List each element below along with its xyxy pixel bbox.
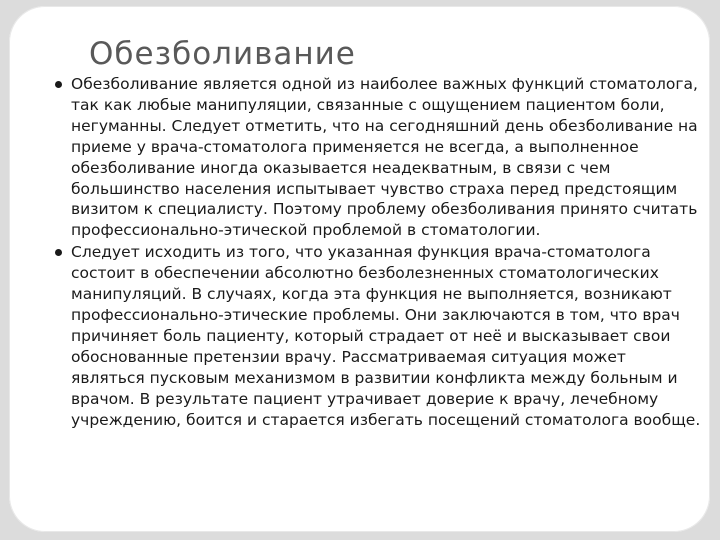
slide-title: Обезболивание — [89, 36, 356, 72]
slide-card — [9, 6, 710, 532]
bullet-text: Следует исходить из того, что указанная функция врача-стоматолога состоит в обеспечении абсолютно безболезненных стоматологических манипуляций. В случаях, когда эта функция не выполняется, возникают профессионально-этические проблемы. Они заключаются в том, что врач причиняет боль пациенту, который страдает от неё и высказывает свои обоснованные претензии врачу. Рассматриваемая ситуация может являться пусковым механизмом в развитии конфликта между больным и врачом. В результате пациент утрачивает доверие к врачу, лечебному учреждению, боится и старается избегать посещений стоматолога вообще. — [71, 243, 701, 429]
bullet-text: Обезболивание является одной из наиболее важных функций стоматолога, так как любые манипуляции, связанные с ощущением пациентом боли, негуманны. Следует отметить, что на сегодняшний день обезболивание на приеме у врача-стоматолога применяется не всегда, а выполненное обезболивание иногда оказывается неадекватным, в связи с чем большинство населения испытывает чувство страха перед предстоящим визитом к специалисту. Поэтому проблему обезболивания принято считать профессионально-этической проблемой в стоматологии. — [71, 75, 698, 240]
bullet-item — [49, 242, 704, 430]
bullet-dot-icon — [55, 81, 62, 88]
bullet-item — [49, 74, 704, 241]
bullet-dot-icon — [55, 249, 62, 256]
bullet-list — [49, 74, 704, 431]
